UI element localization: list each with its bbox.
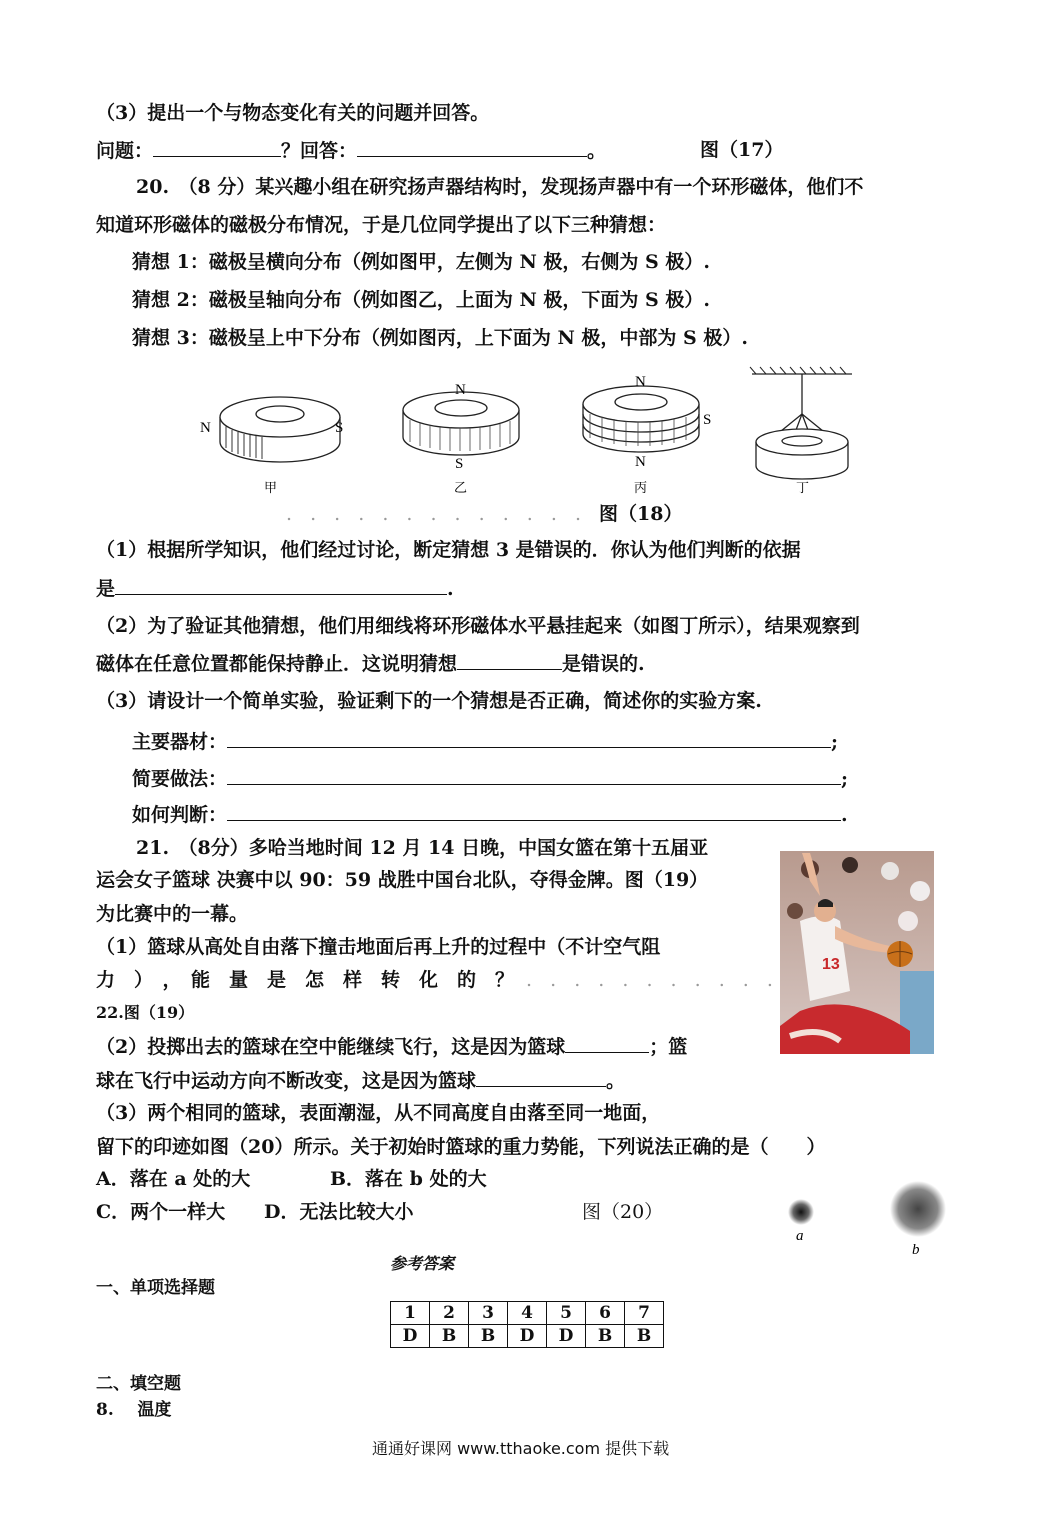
ding-label: 丁 [796,481,810,496]
option-b[interactable]: B．落在 b 处的大 [330,1168,487,1190]
answer-num-cell: 2 [430,1302,469,1325]
method-blank[interactable] [227,766,841,785]
answer-num-cell: 1 [391,1302,430,1325]
option-c[interactable]: C．两个一样大 [96,1201,226,1223]
q20-guess1: 猜想 1：磁极呈横向分布（例如图甲，左侧为 N 极，右侧为 S 极）. [132,251,710,273]
q21-l7 [96,1034,687,1059]
suspended-magnet-ding [750,367,852,479]
q20-p2b [96,651,645,676]
p1b-lead: 是 [96,578,116,600]
answer-key-cell: D [547,1325,586,1348]
section-1-title: 一、单项选择题 [96,1278,215,1298]
q20-p1b [96,576,454,601]
method-end: ; [841,768,849,790]
p2b-pre: 磁体在任意位置都能保持静止．这说明猜想 [96,653,458,675]
answer-nums-row [391,1302,664,1325]
answer-label: ？回答： [281,140,358,162]
materials-end: ; [831,731,839,753]
answer-table [390,1301,664,1348]
method-label: 简要做法： [132,768,228,790]
q20-intro1: 20. （8 分）某兴趣小组在研究扬声器结构时，发现扬声器中有一个环形磁体，他们不 [136,176,864,198]
answer-key-cell: B [430,1325,469,1348]
answer-num-cell: 4 [508,1302,547,1325]
mark-b-label: b [912,1242,920,1258]
item-8-num: 8. [96,1400,114,1420]
answer-key-cell: D [391,1325,430,1348]
fig20-label: 图（20） [582,1201,664,1223]
question-label: 问题： [96,140,154,162]
materials-blank[interactable] [227,729,831,748]
jia-s-label: S [335,420,344,436]
l8-post: 。 [606,1070,626,1092]
mark-a-spot [788,1199,814,1225]
option-d[interactable]: D．无法比较大小 [264,1201,414,1223]
materials-label: 主要器材： [132,731,228,753]
q21-l8 [96,1068,625,1093]
q21-l2: 运会女子篮球 决赛中以 90：59 战胜中国台北队，夺得金牌。图（19） [96,869,709,891]
q21-l1: 21. （8分）多哈当地时间 12 月 14 日晚，中国女篮在第十五届亚 [136,837,709,859]
ring-magnet-jia [220,397,340,462]
ring-magnet-bing [583,386,699,452]
inertia-blank[interactable] [565,1034,649,1053]
p2b-post: 是错误的. [562,653,645,675]
item-8-answer: 温度 [137,1400,172,1420]
q21-l10: 留下的印迹如图（20）所示。关于初始时篮球的重力势能，下列说法正确的是（ ） [96,1136,826,1158]
figure-20-marks [780,1180,960,1260]
q19-qa-line [96,138,606,163]
q21-l5-text: 力 ） ， 能 量 是 怎 样 转 化 的 ？ [96,969,515,991]
answer-num-cell: 7 [625,1302,664,1325]
method-line [132,766,848,791]
yi-n-label: N [455,382,466,398]
fig18-caption-line: . . . . . . . . . . . . . 图（18） [286,503,683,525]
answer-num-cell: 5 [547,1302,586,1325]
answer-key-cell: B [625,1325,664,1348]
judge-blank[interactable] [227,802,841,821]
yi-label: 乙 [454,481,468,496]
q20-guess2: 猜想 2：磁极呈轴向分布（例如图乙，上面为 N 极，下面为 S 极）. [132,289,710,311]
judge-label: 如何判断： [132,804,228,826]
fig17-label: 图（17） [700,139,784,161]
q20-p3: （3）请设计一个简单实验，验证剩下的一个猜想是否正确，简述你的实验方案. [96,690,762,712]
p1b-end: . [447,578,454,600]
force-blank[interactable] [476,1068,606,1087]
question-blank[interactable] [153,138,281,157]
option-a[interactable]: A．落在 a 处的大 [96,1168,251,1190]
q21-l4: （1）篮球从高处自由落下撞击地面后再上升的过程中（不计空气阻 [96,936,661,958]
q19-part3: （3）提出一个与物态变化有关的问题并回答。 [96,102,490,124]
guess-blank[interactable] [457,651,562,670]
mark-b-spot [890,1181,946,1237]
section-2-title: 二、填空题 [96,1374,181,1394]
answers-title: 参考答案 [390,1254,455,1273]
materials-line [132,729,838,754]
bing-s-label: S [703,412,712,428]
bing-label: 丙 [634,481,648,496]
l8-pre: 球在飞行中运动方向不断改变，这是因为篮球 [96,1070,477,1092]
figure-18-magnets [190,362,860,502]
mark-a-label: a [796,1228,804,1244]
yi-s-label: S [455,456,464,472]
q20-guess3: 猜想 3：磁极呈上中下分布（例如图丙，上下面为 N 极，中部为 S 极）. [132,327,748,349]
l7-pre: （2）投掷出去的篮球在空中能继续飞行，这是因为篮球 [96,1036,566,1058]
judge-end: . [841,804,848,826]
ring-magnet-yi [403,392,519,455]
answer-num-cell: 3 [469,1302,508,1325]
answer-blank[interactable] [357,138,587,157]
end-mark: 。 [587,140,607,162]
q21-l6: 22.图（19） [96,1003,195,1022]
q20-intro2: 知道环形磁体的磁极分布情况，于是几位同学提出了以下三种猜想： [96,214,667,236]
answer-key-cell: B [586,1325,625,1348]
q20-p1a: （1）根据所学知识，他们经过讨论，断定猜想 3 是错误的．你认为他们判断的依据 [96,539,801,561]
bing-n-top-label: N [635,374,646,390]
q20-p2a: （2）为了验证其他猜想，他们用细线将环形磁体水平悬挂起来（如图丁所示），结果观察到 [96,615,860,637]
reason-blank[interactable] [115,576,447,595]
q21-l3: 为比赛中的一幕。 [96,903,249,925]
fig18-caption: 图（18） [599,503,683,525]
jia-n-label: N [200,420,211,436]
answer-key-cell: B [469,1325,508,1348]
judge-line [132,802,848,827]
l7-post: ；篮 [649,1036,688,1058]
jersey-number: 13 [822,956,840,973]
jia-label: 甲 [264,481,278,496]
q21-l9: （3）两个相同的篮球，表面潮湿，从不同高度自由落至同一地面， [96,1102,661,1124]
bing-n-bottom-label: N [635,454,646,470]
basketball-photo [780,851,934,1054]
answer-key-cell: D [508,1325,547,1348]
answer-num-cell: 6 [586,1302,625,1325]
footer: 通通好课网 www.tthaoke.com 提供下载 [372,1439,670,1458]
answer-keys-row [391,1325,664,1348]
q21-l5: 力 ） ， 能 量 是 怎 样 转 化 的 ？ . . . . . . . . . . . [96,969,779,991]
item-8 [96,1398,171,1422]
